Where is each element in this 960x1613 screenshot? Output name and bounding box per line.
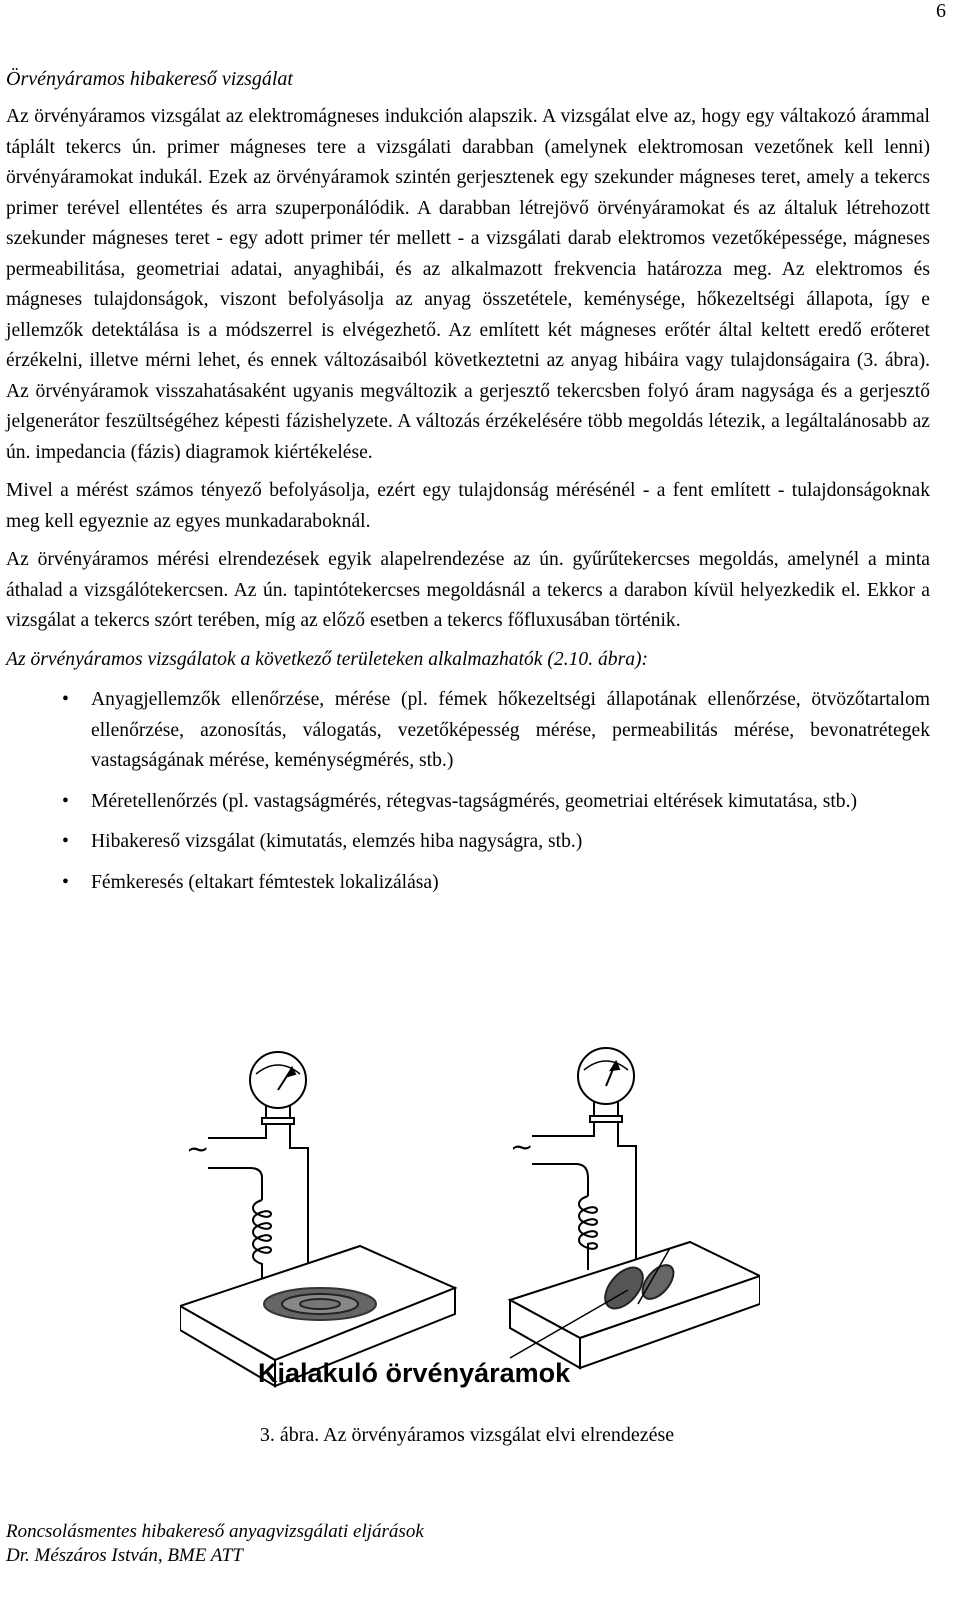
bullet-icon: • (62, 689, 69, 710)
coil-right-icon (579, 1196, 597, 1270)
list-item-text: Fémkeresés (eltakart fémtestek lokalizálása) (91, 871, 439, 893)
figure-label: Kialakuló örvényáramok (258, 1358, 571, 1388)
bullet-icon: • (62, 831, 69, 852)
ac-source-left-icon: ~ (186, 1132, 210, 1165)
document-body (6, 64, 930, 908)
paragraph-factors: Mivel a mérést számos tényező befolyásolja, ezért egy tulajdonság mérésénél - a fent említett - tulajdonságoknak meg kell egyeznie az egyes munkadaraboknál. (6, 480, 930, 532)
list-item (6, 787, 930, 818)
list-item (6, 827, 930, 858)
page-footer (6, 1520, 424, 1568)
list-item-text: Hibakereső vizsgálat (kimutatás, elemzés hiba nagyságra, stb.) (91, 831, 583, 852)
paragraph-arrangements: Az örvényáramos mérési elrendezések egyik alapelrendezése az ún. gyűrűtekercses megoldás, amelynél a minta áthalad a vizsgálótekercsen. Az ún. tapintótekercses megoldásnál a tekercs a darabon kívül helyezkedik el. Ekkor a vizsgálat a tekercs szórt terében, míg az előző esetben a tekercs főfluxusában történik. (6, 549, 930, 631)
meter-left-icon (250, 1052, 306, 1108)
eddy-current-figure (180, 1038, 760, 1398)
list-item-text: Méretellenőrzés (pl. vastagságmérés, rétegvas-tagságmérés, geometriai eltérések kimutatása, stb.) (91, 790, 858, 812)
list-item-text: Anyagjellemzők ellenőrzése, mérése (pl. fémek hőkezeltségi állapotának ellenőrzése, ötvözőtartalom ellenőrzése, azonosítás, válogatás, vezetőképesség mérése, permeabilitás mérése, bevonatrétegek vastagságának mérése, keménységmérés, stb.) (91, 689, 930, 771)
applications-intro: Az örvényáramos vizsgálatok a következő területeken alkalmazhatók (2.10. ábra): (6, 648, 649, 670)
section-heading: Örvényáramos hibakereső vizsgálat (6, 68, 293, 90)
footer-title: Roncsolásmentes hibakereső anyagvizsgálati eljárások (6, 1521, 424, 1542)
meter-right-icon (578, 1048, 634, 1104)
list-item (6, 868, 930, 899)
left-arrangement (180, 1052, 455, 1386)
list-item (6, 685, 930, 777)
footer-author: Dr. Mészáros István, BME ATT (6, 1545, 243, 1566)
bullet-icon: • (62, 790, 69, 812)
ac-source-right-icon: ~ (510, 1130, 534, 1163)
figure-caption: 3. ábra. Az örvényáramos vizsgálat elvi elrendezése (259, 1424, 675, 1446)
right-arrangement (510, 1048, 760, 1368)
page-number: 6 (936, 0, 946, 22)
applications-list (6, 685, 930, 898)
bullet-icon: • (62, 871, 69, 893)
paragraph-principle: Az örvényáramos vizsgálat az elektromágneses indukción alapszik. A vizsgálat elve az, hogy egy váltakozó árammal táplált tekercs ún. primer mágneses tere a vizsgálati darabban (amelynek elektromosan vezetőnek kell lenni) örvényáramokat indukál. Ezek az örvényáramok szintén gerjesztenek egy szekunder mágneses teret, amely a tekercs primer terével ellentétes és arra szuperponálódik. A darabban létrejövő örvényáramokat és az általuk létrehozott szekunder mágneses teret - egy adott primer tér mellett - a vizsgálati darab elektromos vezetőképessége, mágneses permeabilitása, geometriai adatai, anyaghibái, és az alkalmazott frekvencia határozza meg. Az elektromos és mágneses tulajdonságok, viszont befolyásolja az anyag összetétele, keménysége, hőkezeltségi állapota, így e jellemzők detektálása is a módszerrel is elvégezhető. Az említett két mágneses erőtér által keltett eredő erőteret érzékelni, illetve mérni lehet, és ennek változásaiból következtetni az anyag hibáira vagy tulajdonságaira (3. ábra). Az örvényáramok visszahatásaként ugyanis megváltozik a gerjesztő tekercsben folyó áram nagysága és a gerjesztő jelgenerátor feszültségéhez képesti fázishelyzete. A változás érzékelésére több megoldás létezik, a legáltalánosabb az ún. impedancia (fázis) diagramok kiértékelése. (6, 106, 930, 463)
